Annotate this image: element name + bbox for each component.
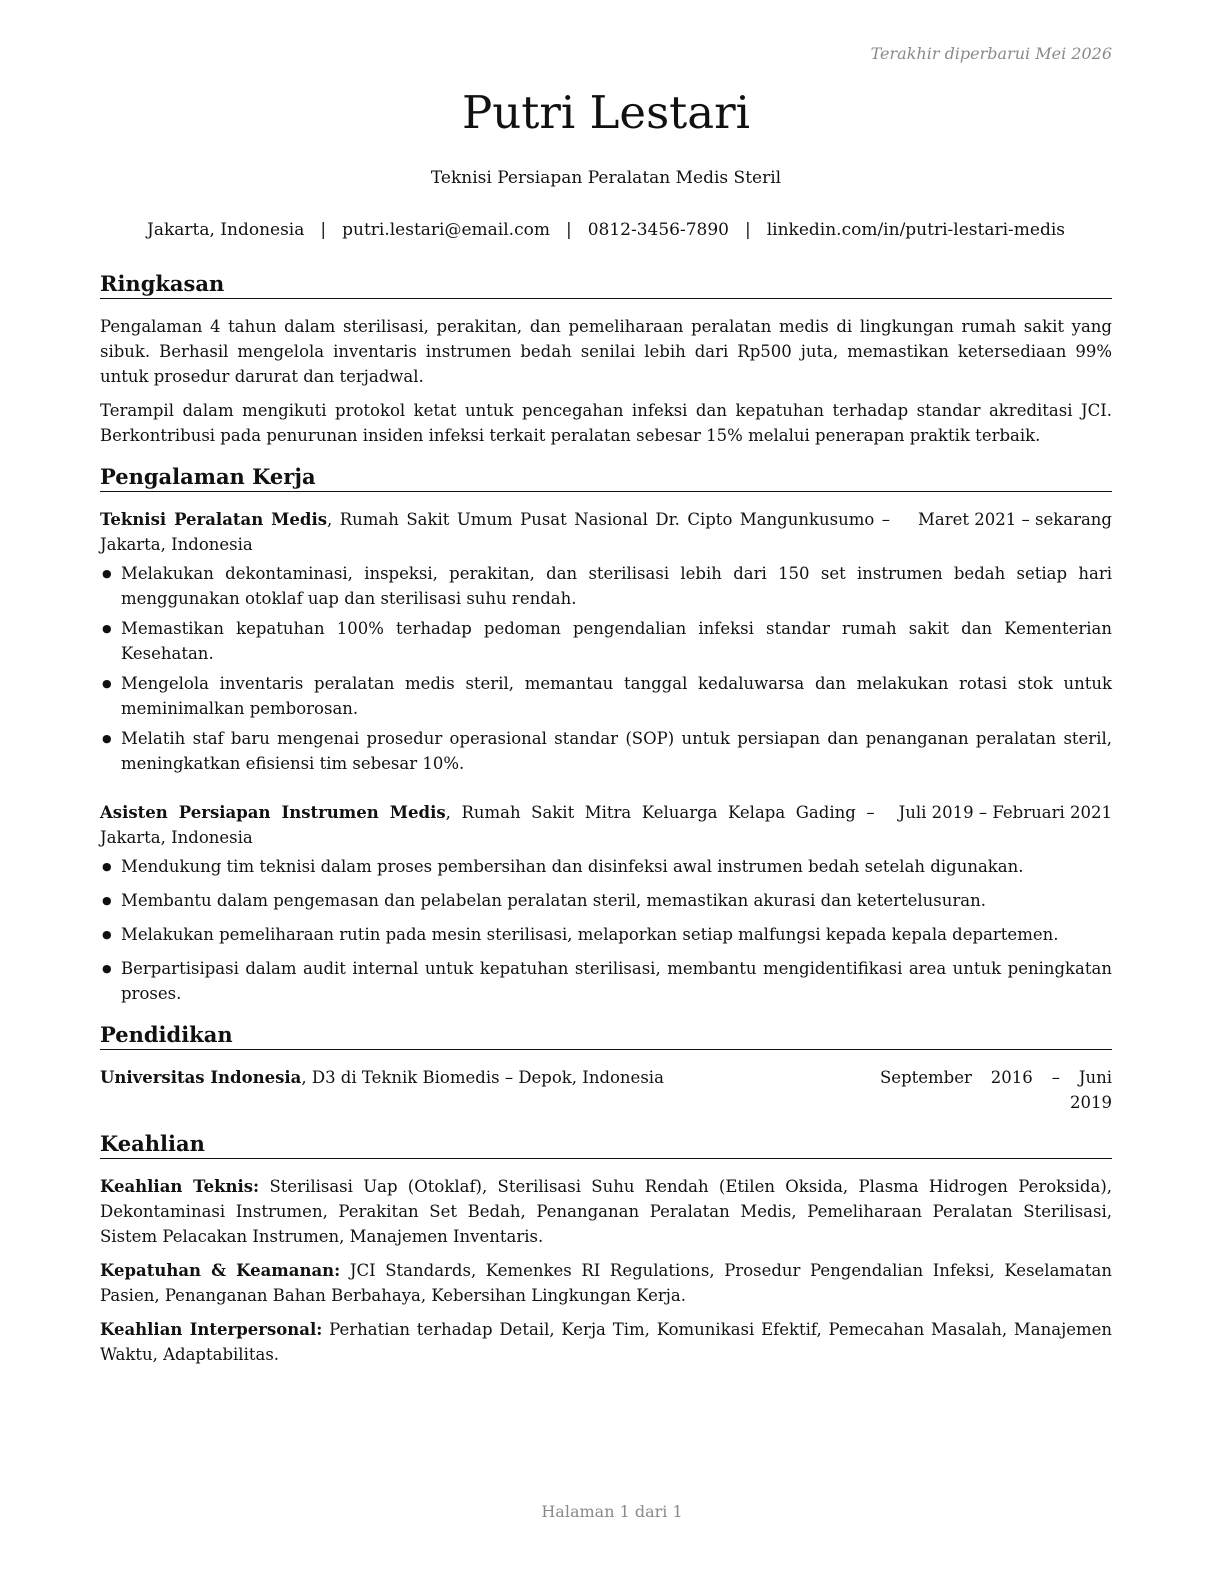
- skill-label: Kepatuhan & Keamanan:: [100, 1261, 341, 1280]
- contact-location: Jakarta, Indonesia: [147, 220, 305, 240]
- list-item: ● Memastikan kepatuhan 100% terhadap pedoman pengendalian infeksi standar rumah sakit dan Kementerian Kesehatan.: [100, 616, 1112, 666]
- job-org: , Rumah Sakit Mitra Keluarga Kelapa Gading – Jakarta, Indonesia: [100, 803, 875, 847]
- separator: |: [744, 220, 751, 240]
- contact-linkedin[interactable]: linkedin.com/in/putri-lestari-medis: [766, 220, 1065, 240]
- job-entry: [100, 507, 1112, 776]
- job-bullets: [100, 561, 1112, 776]
- skill-group: [100, 1174, 1112, 1249]
- candidate-name: Putri Lestari: [462, 86, 750, 139]
- job-entry: [100, 800, 1112, 1006]
- list-item: ● Berpartisipasi dalam audit internal untuk kepatuhan sterilisasi, membantu mengidentifikasi area untuk peningkatan proses.: [100, 956, 1112, 1006]
- list-item: ● Mengelola inventaris peralatan medis steril, memantau tanggal kedaluwarsa dan melakukan rotasi stok untuk meminimalkan pemborosan.: [100, 671, 1112, 721]
- skill-group: [100, 1317, 1112, 1367]
- list-item: ● Mendukung tim teknisi dalam proses pembersihan dan disinfeksi awal instrumen bedah setelah digunakan.: [100, 854, 1112, 879]
- job-org: , Rumah Sakit Umum Pusat Nasional Dr. Cipto Mangunkusumo – Jakarta, Indonesia: [100, 510, 890, 554]
- section-title-experience: Pengalaman Kerja: [100, 464, 1112, 492]
- skill-label: Keahlian Interpersonal:: [100, 1320, 323, 1339]
- separator: |: [565, 220, 572, 240]
- education-header: [100, 1065, 1112, 1115]
- job-role: Teknisi Peralatan Medis: [100, 510, 328, 529]
- contact-phone: 0812-3456-7890: [587, 220, 729, 240]
- job-title: Teknisi Persiapan Peralatan Medis Steril: [430, 168, 782, 188]
- section-title-summary: Ringkasan: [100, 271, 1112, 299]
- skills-block: [100, 1174, 1112, 1367]
- education-entry: [100, 1065, 1112, 1115]
- summary-paragraph: Pengalaman 4 tahun dalam sterilisasi, perakitan, dan pemeliharaan peralatan medis di lingkungan rumah sakit yang sibuk. Berhasil mengelola inventaris instrumen bedah senilai lebih dari Rp500 juta, memastikan ketersediaan 99% untuk prosedur darurat dan terjadwal.: [100, 317, 1112, 386]
- job-dates: Maret 2021 – sekarang: [918, 510, 1112, 529]
- skill-group: [100, 1258, 1112, 1308]
- list-item: ● Melakukan pemeliharaan rutin pada mesin sterilisasi, melaporkan setiap malfungsi kepada kepala departemen.: [100, 922, 1112, 947]
- list-item: ● Melakukan dekontaminasi, inspeksi, perakitan, dan sterilisasi lebih dari 150 set instrumen bedah setiap hari menggunakan otoklaf uap dan sterilisasi suhu rendah.: [100, 561, 1112, 611]
- school-name: Universitas Indonesia: [100, 1068, 302, 1087]
- list-item: ● Membantu dalam pengemasan dan pelabelan peralatan steril, memastikan akurasi dan ketertelusuran.: [100, 888, 1112, 913]
- summary-paragraph: Terampil dalam mengikuti protokol ketat untuk pencegahan infeksi dan kepatuhan terhadap standar akreditasi JCI. Berkontribusi pada penurunan insiden infeksi terkait peralatan sebesar 15% melalui penerapan praktik terbaik.: [100, 401, 1112, 445]
- education-detail: , D3 di Teknik Biomedis – Depok, Indonesia: [301, 1068, 664, 1087]
- skill-text: Sterilisasi Uap (Otoklaf), Sterilisasi Suhu Rendah (Etilen Oksida, Plasma Hidrogen Peroksida), Dekontaminasi Instrumen, Perakitan Set Bedah, Penanganan Peralatan Medis, Pemeliharaan Peralatan Sterilisasi, Sistem Pelacakan Instrumen, Manajemen Inventaris.: [100, 1177, 1113, 1246]
- skill-text: Perhatian terhadap Detail, Kerja Tim, Komunikasi Efektif, Pemecahan Masalah, Manajemen Waktu, Adaptabilitas.: [100, 1320, 1112, 1364]
- section-title-education: Pendidikan: [100, 1022, 1112, 1050]
- job-dates: Juli 2019 – Februari 2021: [898, 803, 1112, 822]
- separator: |: [320, 220, 327, 240]
- job-header: [100, 507, 1112, 557]
- contact-line: [100, 220, 1112, 240]
- contact-email[interactable]: putri.lestari@email.com: [342, 220, 550, 240]
- job-bullets: [100, 854, 1112, 1006]
- summary-block: [100, 314, 1112, 448]
- job-header: [100, 800, 1112, 850]
- section-title-skills: Keahlian: [100, 1131, 1112, 1159]
- education-dates: September 2016 – Juni 2019: [880, 1068, 1112, 1112]
- skill-label: Keahlian Teknis:: [100, 1177, 260, 1196]
- list-item: ● Melatih staf baru mengenai prosedur operasional standar (SOP) untuk persiapan dan penanganan peralatan steril, meningkatkan efisiensi tim sebesar 10%.: [100, 726, 1112, 776]
- job-role: Asisten Persiapan Instrumen Medis: [100, 803, 446, 822]
- skill-text: JCI Standards, Kemenkes RI Regulations, Prosedur Pengendalian Infeksi, Keselamatan Pasien, Penanganan Bahan Berbahaya, Kebersihan Lingkungan Kerja.: [100, 1261, 1112, 1305]
- page-footer: Halaman 1 dari 1: [541, 1502, 683, 1521]
- last-updated: Terakhir diperbarui Mei 2026: [870, 44, 1112, 63]
